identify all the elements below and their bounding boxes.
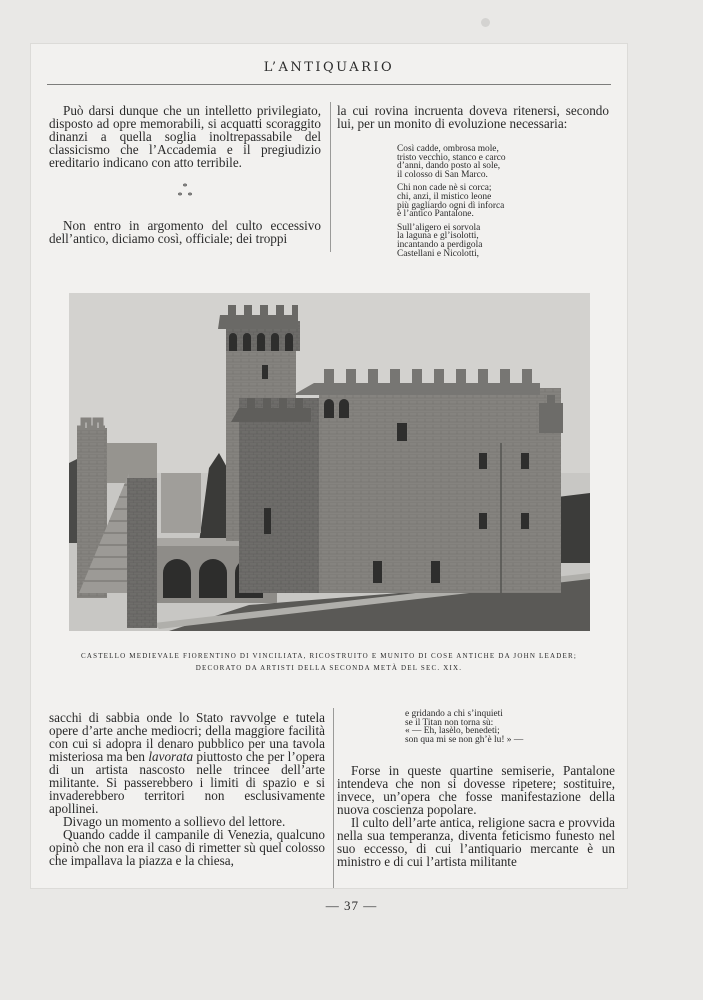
- bottom-right-column: [337, 710, 615, 868]
- paragraph: [49, 711, 325, 815]
- poem-line: « — Eh, lasèlo, benedeti;: [405, 726, 500, 737]
- top-left-column: [49, 104, 321, 245]
- paragraph: Divago un momento a sollievo del lettore.: [63, 814, 286, 829]
- poem-line: Chi non cade nè si corca;: [397, 183, 492, 194]
- castle-illustration: [69, 293, 590, 631]
- paragraph: Quando cadde il campanile di Venezia, qualcuno opinò che non era il caso di rimetter sù quel colosso che impallava la piazza e la chiesa,: [49, 827, 325, 868]
- caption-line: DECORATO DA ARTISTI DELLA SECONDA METÀ DEL SEC. XIX.: [195, 664, 463, 672]
- poem-line: il colosso di San Marco.: [397, 169, 488, 180]
- emphasis-text: lavorata: [148, 749, 194, 764]
- poem-line: chi, anzi, il mistico leone: [397, 191, 492, 202]
- column-divider: [330, 102, 331, 252]
- poem-stanza: [397, 184, 609, 218]
- section-asterism: * * *: [177, 182, 193, 202]
- poem-line: incantando a perdigola: [397, 239, 483, 250]
- poem-line: Sull’aligero ei sorvola: [397, 222, 481, 233]
- poem-line: Così cadde, ombrosa mole,: [397, 144, 499, 154]
- bottom-left-column: [49, 711, 325, 867]
- paragraph-text: sacchi di sabbia onde lo Stato ravvolge e tutela opere d’arte anche mediocri; della maggiore facilità con cui si adopra il denaro pubblico per una tavola misteriosa ma ben: [49, 710, 325, 764]
- poem-stanza: [397, 145, 609, 179]
- poem: [397, 145, 609, 258]
- poem-line: Castellani e Nicolotti,: [397, 248, 480, 259]
- poem-line: è l’antico Pantalone.: [397, 209, 474, 220]
- poem-line: e gridando a chi s’inquieti: [405, 709, 503, 719]
- paragraph: Non entro in argomento del culto eccessivo dell’antico, diciamo così, officiale; dei troppi: [49, 218, 321, 246]
- paragraph: Il culto dell’arte antica, religione sacra e provvida nella sua temperanza, diventa feticismo funesto nel suo eccesso, di cui l’antiquario mercante è un ministro e di cui l’artista militante: [337, 815, 615, 870]
- running-header: L’ANTIQUARIO: [263, 60, 395, 75]
- top-right-column: [337, 104, 609, 258]
- poem-line: d’anni, dando posto al sole,: [397, 161, 501, 172]
- poem-line: tristo vecchio, stanco e carco: [397, 152, 506, 163]
- caption-line: CASTELLO MEDIEVALE FIORENTINO DI VINCILIATA, RICOSTRUITO E MUNITO DI COSE ANTICHE DA JOHN LEADER;: [80, 652, 578, 660]
- page: [31, 44, 627, 888]
- poem-line: son qua mi se non gh’è lu! » —: [405, 734, 524, 745]
- column-divider: [333, 708, 334, 888]
- poem: [405, 710, 615, 744]
- figure-caption: [31, 650, 627, 674]
- paragraph-text: piuttosto che per l’opera di un artista nascosto nelle trincee dell’arte militante. Si passerebbero i limiti di spazio e si invaderebbero territori non esclusivamente apollinei.: [49, 749, 325, 816]
- poem-line: più gagliardo ogni dì inforca: [397, 200, 505, 211]
- page-number: — 37 —: [325, 898, 378, 913]
- text-block: [337, 764, 615, 868]
- paragraph: Forse in queste quartine semiserie, Pantalone intendeva che non si dovesse ripetere; sostituire, invece, un’opera che fosse manifestazione della nuova coscienza popolare.: [337, 763, 615, 818]
- castle-photograph: [69, 293, 590, 631]
- header-rule: [47, 84, 611, 85]
- poem-line: se il Titan non torna sù:: [405, 717, 494, 728]
- poem-stanza: [397, 224, 609, 258]
- paragraph: Può darsi dunque che un intelletto privilegiato, disposto ad opre memorabili, si acquatti scoraggito dinanzi a quella soglia inoltrepassabile del classicismo che l’Accademia e il pregiudizio ereditario indicano con atto terribile.: [49, 103, 321, 170]
- poem-line: la laguna e gl’isolotti,: [397, 231, 479, 242]
- page-spot: [481, 18, 490, 27]
- paragraph: la cui rovina incruenta doveva ritenersi, secondo lui, per un monito di evoluzione necessaria:: [337, 103, 609, 131]
